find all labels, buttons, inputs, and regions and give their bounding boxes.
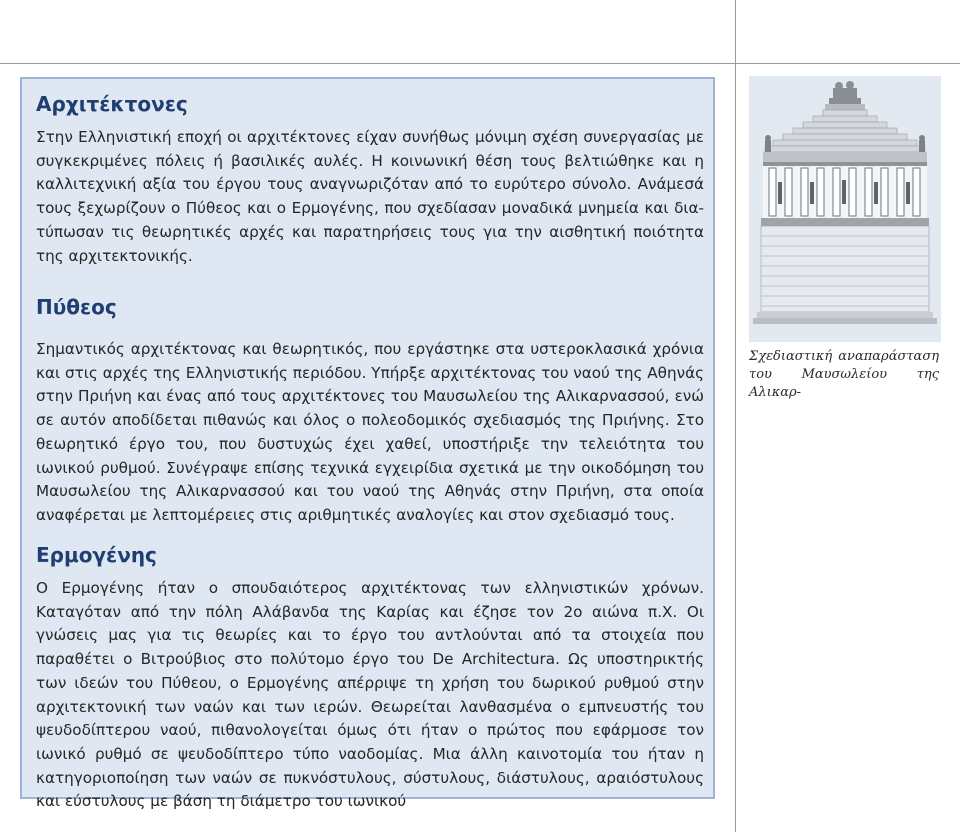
mausoleum-drawing — [749, 76, 941, 342]
caption-line-1: Σχεδιαστική αναπαράσταση — [749, 349, 939, 364]
hermogenes-heading: Ερμογένης — [36, 543, 157, 567]
pytheos-paragraph: Σημαντικός αρχιτέκτονας και θεωρητικός, που εργάστηκε στα υστεροκλασικά χρόνια και στις αρχές της Ελληνιστικής περιόδου. Υπήρξε αρχιτέκτονας του ναού της Αθηνάς στην Πριήνη και ένας από τους αρχιτέκτονες του Μαυσωλείου της Αλικαρνασσού, ενώ σε αυτόν αποδίδεται πιθανώς και όλος ο πολεοδομικός σχεδιασμός της Πριήνης. Στο θεωρητικό έργο του, που δυστυχώς έχει χαθεί, υποστήριξε την τελειότητα του ιωνικού ρυθμού. Συνέγραψε επίσης τεχνικά εγχειρίδια σχετικά με την οικοδόμηση του Μαυσωλείου της Αλικαρνασσού και του ναού της Αθηνάς στην Πριήνη, στα οποία αναφέρεται με λεπτομέρειες στις αριθμητικές αναλογίες και στον σχεδιασμό τους. — [36, 340, 704, 524]
column-divider-line — [735, 0, 736, 832]
hermogenes-paragraph: Ο Ερμογένης ήταν ο σπουδαιότερος αρχιτέκτονας των ελληνιστικών χρόνων. Καταγόταν από την πόλη Αλάβανδα της Καρίας και έζησε τον 2ο αιώνα π.Χ. Οι γνώσεις μας για τις θεωρίες και το έργο του αντλούνται από τα στοιχεία που παραθέτει ο Βιτρούβιος στο πολύτομο έργο του De Architectura. Ως υποστηρικτής των ιδεών του Πύθεου, ο Ερμογένης απέρριψε τη χρήση του δωρικού ρυθμού στην αρχιτεκτονική των ναών και των ιερών. Θεωρείται λανθασμένα ο εμπνευστής του ψευδοδίπτερου ναού, πιθανολογείται όμως ότι ήταν ο πρώτος που εφάρμοσε τον ιωνικό ρυθμό σε ψευδοδίπτερο τύπο ναοδομίας. Μια άλλη καινοτομία του ήταν η κατηγοριοποίηση των ναών σε πυκνόστυλους, σύστυλους, διάστυλους, αραιόστυλους και εύστυλους με βάση τη διάμετρο του ιωνικού — [36, 579, 704, 811]
figure-caption — [749, 348, 939, 402]
pytheos-heading: Πύθεος — [36, 295, 117, 319]
header-rule — [0, 63, 960, 64]
caption-line-2: του Μαυσωλείου της Αλικαρ- — [749, 367, 939, 400]
intro-paragraph: Στην Ελληνιστική εποχή οι αρχιτέκτονες είχαν συνήθως μόνιμη σχέση συνεργασίας με συγκεκριμένες πόλεις ή βασιλικές αυλές. Η κοινωνική θέση τους βελτιώθηκε και η καλλιτεχνική αξία του έργου τους αναγνωριζόταν από το ευρύτερο σύνολο. Ανάμεσά τους ξεχωρίζουν ο Πύθεος και ο Ερμογένης, που σχεδίασαν μοναδικά μνημεία και διατύπωσαν τις θεωρητικές αρχές και παρατηρήσεις τους για την αισθητική ποιότητα της αρχιτεκτονικής. — [36, 128, 704, 265]
section-title: Αρχιτέκτονες — [36, 92, 188, 116]
mausoleum-illustration — [749, 76, 941, 342]
architects-info-box — [20, 77, 715, 811]
